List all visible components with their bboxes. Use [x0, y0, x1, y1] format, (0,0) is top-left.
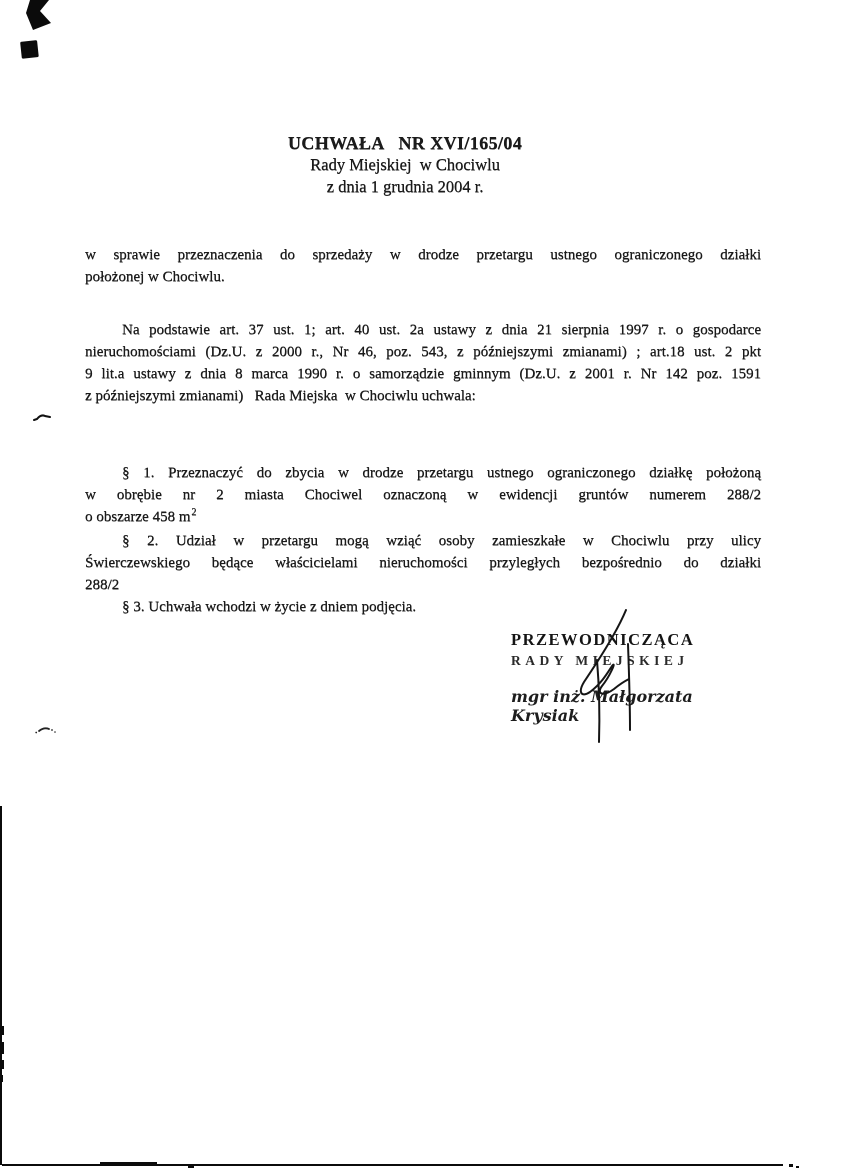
scan-edge-blotch-1: [0, 1026, 4, 1035]
scan-edge-line-left: [0, 806, 2, 1165]
section3-line-1: § 3. Uchwała wchodzi w życie z dniem podjęcia.: [122, 599, 417, 615]
title-line-date: z dnia 1 grudnia 2004 r.: [326, 177, 484, 196]
section2-line-3: 288/2: [85, 577, 120, 593]
resolution-sections: [85, 462, 761, 618]
scan-edge-blotch-4: [0, 1075, 3, 1082]
subject-line-2: położonej w Chociwlu.: [85, 269, 225, 285]
signature-role-line-2: RADY MIEJSKIEJ: [511, 653, 689, 668]
handwritten-signature-icon: [548, 604, 658, 749]
section1-line-3: [85, 506, 761, 530]
margin-dash-mark-upper-icon: [32, 411, 52, 423]
scan-bottom-rule-thick-segment: [100, 1162, 157, 1166]
legal-line-1: Na podstawie art. 37 ust. 1; art. 40 ust. 2a ustawy z dnia 21 sierpnia 1997 r. o gospodarce: [122, 322, 761, 338]
section2-line-2: Świerczewskiego będące właścicielami nieruchomości przyległych bezpośrednio do działki: [85, 555, 761, 571]
scan-bottom-speck-1: [188, 1166, 194, 1168]
scan-bottom-speck-2: [789, 1164, 793, 1167]
subject-paragraph: [85, 244, 761, 288]
legal-line-3: 9 lit.a ustawy z dnia 8 marca 1990 r. o samorządzie gminnym (Dz.U. z 2001 r. Nr 142 poz. 1591: [85, 366, 761, 382]
section2-line-1: § 2. Udział w przetargu mogą wziąć osoby zamieszkałe w Chociwlu przy ulicy: [122, 533, 761, 549]
scan-edge-blotch-2: [0, 1042, 4, 1054]
legal-line-4: z późniejszymi zmianami) Rada Miejska w Chociwlu uchwala:: [85, 388, 476, 404]
subject-line-1: w sprawie przeznaczenia do sprzedaży w drodze przetargu ustnego ograniczonego działki: [85, 247, 761, 263]
legal-basis-paragraph: [85, 319, 761, 407]
signature-role-line-1: PRZEWODNICZĄCA: [511, 630, 695, 649]
signature-name: mgr inż. Małgorzata Krysiak: [511, 687, 693, 725]
legal-line-2: nieruchomościami (Dz.U. z 2000 r., Nr 46, poz. 543, z późniejszymi zmianami) ; art.18 ust. 2 pkt: [85, 344, 761, 360]
scan-edge-blotch-3: [0, 1060, 4, 1069]
margin-dash-mark-lower-icon: [35, 725, 57, 735]
area-superscript: 2: [191, 507, 197, 518]
section1-line-2: w obrębie nr 2 miasta Chociwel oznaczoną w ewidencji gruntów numerem 288/2: [85, 487, 761, 503]
area-text: o obszarze 458 m: [85, 509, 191, 525]
section1-line-1: § 1. Przeznaczyć do zbycia w drodze przetargu ustnego ograniczonego działkę położoną: [122, 465, 761, 481]
title-line-council: Rady Miejskiej w Chociwlu: [310, 155, 500, 174]
title-line-number: UCHWAŁA NR XVI/165/04: [287, 133, 523, 153]
scan-artifact-top-left-icon: [16, 0, 60, 62]
scan-bottom-speck-3: [796, 1166, 799, 1168]
document-title: [170, 132, 640, 198]
